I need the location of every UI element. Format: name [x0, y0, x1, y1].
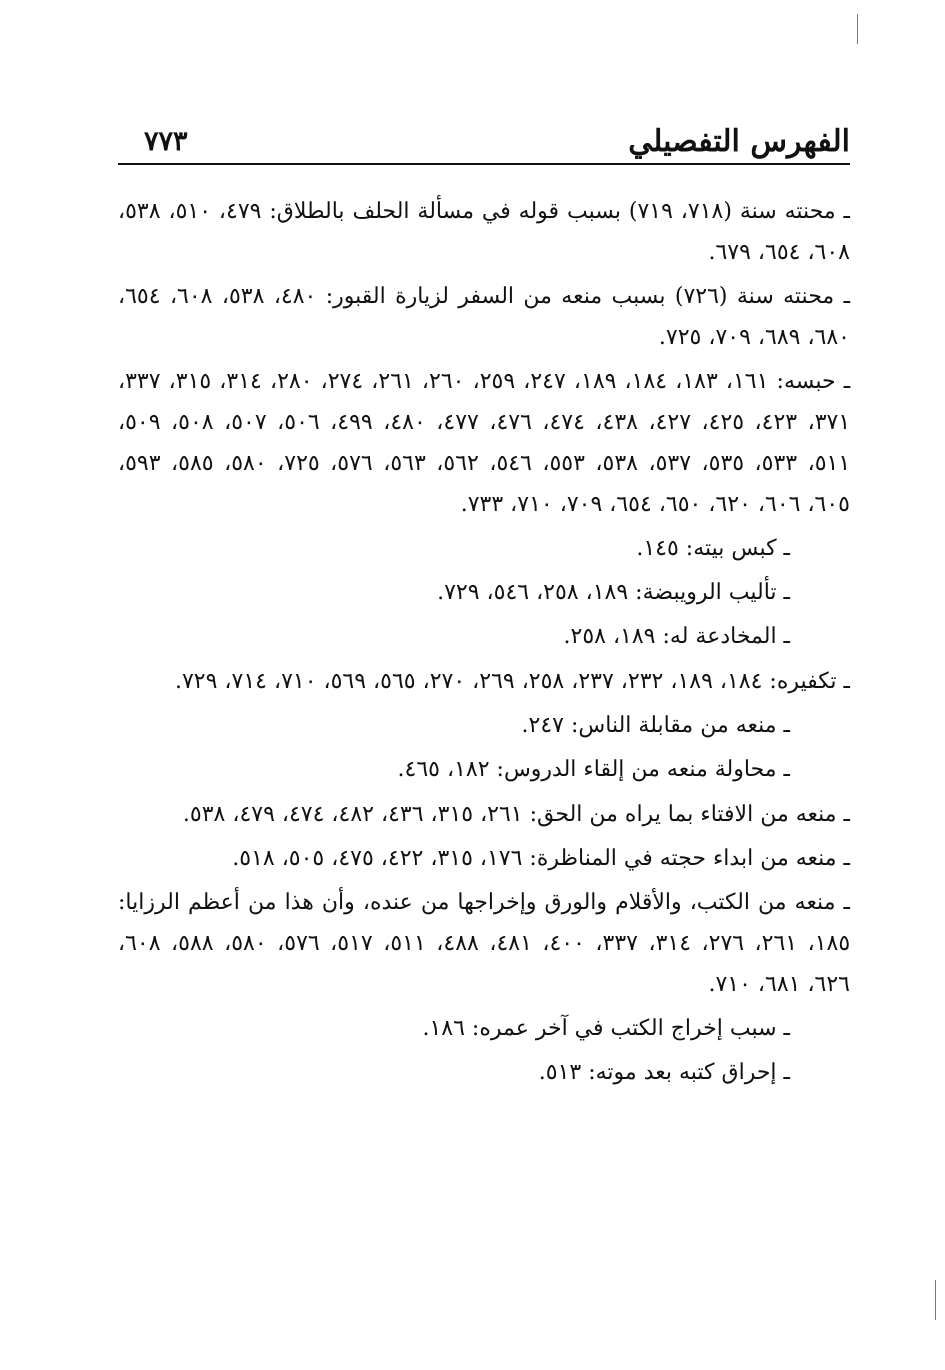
scan-margin-mark	[935, 1280, 936, 1320]
index-entry: ـ حبسه: ١٦١، ١٨٣، ١٨٤، ١٨٩، ٢٤٧، ٢٥٩، ٢٦٠، ٢٦١، ٢٧٤، ٢٨٠، ٣١٤، ٣١٥، ٣٣٧، ٣٧١، ٤٢٣، ٤٢٥، ٤٢٧، ٤٣٨، ٤٧٤، ٤٧٦، ٤٧٧، ٤٨٠، ٤٩٩، ٥٠٦، ٥٠٧، ٥٠٨، ٥٠٩، ٥١١، ٥٣٣، ٥٣٥، ٥٣٧، ٥٣٨، ٥٥٣، ٥٤٦، ٥٦٢، ٥٦٣، ٥٧٦، ٧٢٥، ٥٨٠، ٥٨٥، ٥٩٣، ٦٠٥، ٦٠٦، ٦٢٠، ٦٥٠، ٦٥٤، ٧٠٩، ٧١٠، ٧٣٣.	[118, 369, 851, 517]
page-header	[118, 118, 850, 164]
index-entry: ـ منعه من الكتب، والأقلام والورق وإخراجها من عنده، وأن هذا من أعظم الرزايا: ١٨٥، ٢٦١، ٢٧٦، ٣١٤، ٣٣٧، ٤٠٠، ٤٨١، ٤٨٨، ٥١١، ٥١٧، ٥٧٦، ٥٨٠، ٥٨٨، ٦٠٨، ٦٢٦، ٦٨١، ٧١٠.	[118, 890, 851, 997]
index-entry: ـ تأليب الرويبضة: ١٨٩، ٢٥٨، ٥٤٦، ٧٢٩.	[437, 580, 790, 606]
index-entries	[118, 192, 850, 1098]
header-rule	[118, 163, 850, 165]
index-entry: ـ محاولة منعه من إلقاء الدروس: ١٨٢، ٤٦٥.	[397, 757, 790, 783]
running-title: الفهرس التفصيلي	[628, 124, 850, 159]
index-entry: ـ محنته سنة (٧١٨، ٧١٩) بسبب قوله في مسألة الحلف بالطلاق: ٤٧٩، ٥١٠، ٥٣٨، ٦٠٨، ٦٥٤، ٦٧٩.	[118, 199, 850, 265]
index-entry: ـ منعه من الافتاء بما يراه من الحق: ٢٦١، ٣١٥، ٤٣٦، ٤٨٢، ٤٧٤، ٤٧٩، ٥٣٨.	[182, 801, 850, 827]
page-number: ٧٧٣	[144, 126, 188, 157]
index-entry: ـ إحراق كتبه بعد موته: ٥١٣.	[538, 1060, 790, 1086]
index-entry: ـ سبب إخراج الكتب في آخر عمره: ١٨٦.	[422, 1016, 790, 1042]
index-entry: ـ المخادعة له: ١٨٩، ٢٥٨.	[563, 624, 790, 650]
index-entry: ـ منعه من مقابلة الناس: ٢٤٧.	[521, 713, 790, 739]
index-entry: ـ تكفيره: ١٨٤، ١٨٩، ٢٣٢، ٢٣٧، ٢٥٨، ٢٦٩، ٢٧٠، ٥٦٥، ٥٦٩، ٧١٠، ٧١٤، ٧٢٩.	[174, 668, 850, 694]
scan-margin-mark	[857, 14, 858, 44]
index-entry: ـ منعه من ابداء حجته في المناظرة: ١٧٦، ٣١٥، ٤٢٢، ٤٧٥، ٥٠٥، ٥١٨.	[232, 845, 850, 871]
index-entry: ـ محنته سنة (٧٢٦) بسبب منعه من السفر لزيارة القبور: ٤٨٠، ٥٣٨، ٦٠٨، ٦٥٤، ٦٨٠، ٦٨٩، ٧٠٩، ٧٢٥.	[118, 284, 851, 350]
index-entry: ـ كبس بيته: ١٤٥.	[636, 535, 790, 561]
